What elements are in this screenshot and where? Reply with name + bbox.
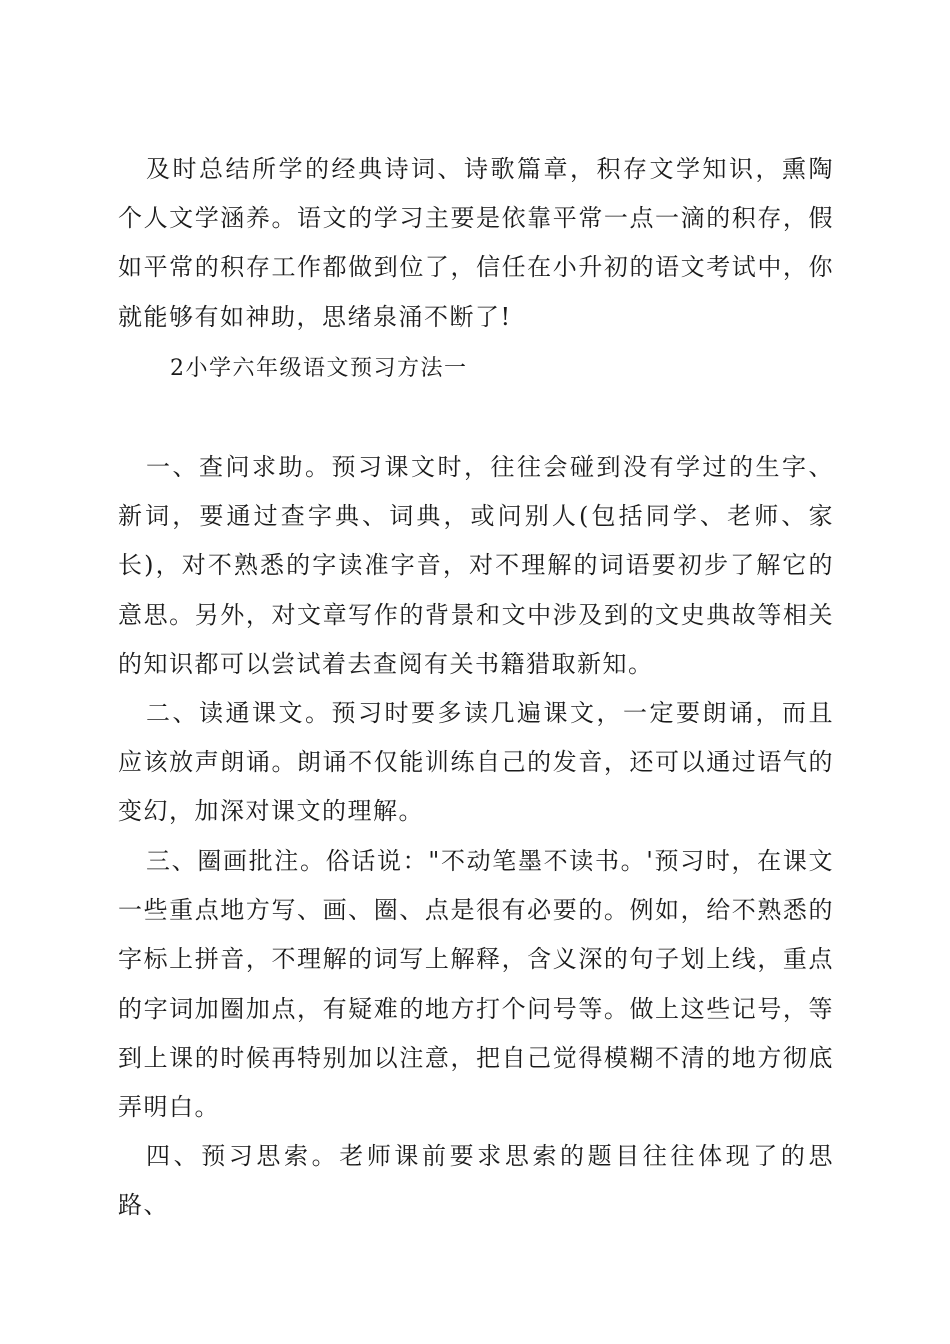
paragraph-annotate: 三、圈画批注。俗话说："不动笔墨不读书。'预习时，在课文一些重点地方写、画、圈、点是很有必要的。例如，给不熟悉的字标上拼音，不理解的词写上解释，含义深的句子划上线，重点的字词加圈加点，有疑难的地方打个问号等。做上这些记号，等到上课的时候再特别加以注意，把自己觉得模糊不清的地方彻底弄明白。 (118, 847, 834, 1122)
paragraph-read-through: 二、读通课文。预习时要多读几遍课文，一定要朗诵，而且应该放声朗诵。朗诵不仅能训练自己的发音，还可以通过语气的变幻，加深对课文的理解。 (118, 699, 834, 826)
intro-paragraph: 及时总结所学的经典诗词、诗歌篇章，积存文学知识，熏陶个人文学涵养。语文的学习主要是依靠平常一点一滴的积存，假如平常的积存工作都做到位了，信任在小升初的语文考试中，你就能够有如神助，思绪泉涌不断了! (118, 155, 834, 331)
section-heading: 2小学六年级语文预习方法一 (170, 356, 468, 381)
paragraph-query-help: 一、查问求助。预习课文时，往往会碰到没有学过的生字、新词，要通过查字典、词典，或问别人(包括同学、老师、家长)，对不熟悉的字读准字音，对不理解的词语要初步了解它的意思。另外，对文章写作的背景和文中涉及到的文史典故等相关的知识都可以尝试着去查阅有关书籍猎取新知。 (118, 453, 834, 678)
paragraph-think: 四、预习思索。老师课前要求思索的题目往往体现了的思路、 (118, 1142, 834, 1220)
